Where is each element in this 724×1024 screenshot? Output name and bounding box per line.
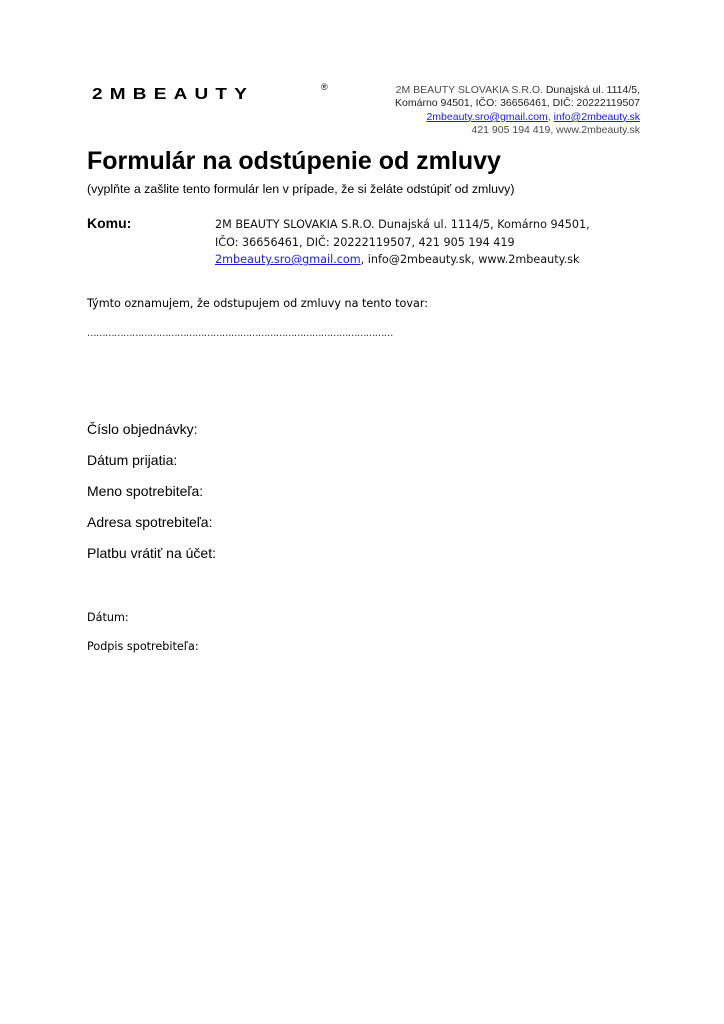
company-logo bbox=[92, 82, 328, 108]
header-line-1 bbox=[395, 84, 640, 97]
received-date-label: Dátum prijatia: bbox=[87, 452, 178, 468]
recipient-address bbox=[215, 216, 590, 269]
consumer-address-label: Adresa spotrebiteľa: bbox=[87, 514, 213, 530]
header-email-separator: , bbox=[547, 110, 554, 123]
recipient-email-link[interactable]: 2mbeauty.sro@gmail.com bbox=[215, 253, 361, 266]
consumer-name-label: Meno spotrebiteľa: bbox=[87, 483, 204, 499]
order-number-label: Číslo objednávky: bbox=[87, 421, 198, 437]
document-subtitle: (vyplňte a zašlite tento formulár len v prípade, že si želáte odstúpiť od zmluvy) bbox=[87, 182, 515, 196]
header-street: Dunajská ul. 1114/5, bbox=[545, 84, 640, 96]
header-line-4: 421 905 194 419, www.2mbeauty.sk bbox=[471, 124, 640, 137]
header-email-link-2[interactable]: info@2mbeauty.sk bbox=[553, 110, 640, 123]
logo-text: 2MBEAUTY bbox=[92, 86, 255, 104]
header-email-link-1[interactable]: 2mbeauty.sro@gmail.com bbox=[426, 110, 548, 123]
header-line-2: Komárno 94501, IČO: 36656461, DIČ: 20222119507 bbox=[395, 97, 640, 110]
registered-mark: ® bbox=[321, 82, 328, 92]
recipient-contacts: , info@2mbeauty.sk, www.2mbeauty.sk bbox=[360, 253, 580, 266]
company-header bbox=[395, 84, 640, 138]
date-label: Dátum: bbox=[87, 611, 129, 624]
recipient-line-3 bbox=[215, 251, 590, 269]
refund-account-label: Platbu vrátiť na účet: bbox=[87, 545, 216, 561]
withdrawal-statement: Týmto oznamujem, že odstupujem od zmluvy na tento tovar: bbox=[87, 297, 429, 310]
header-company-name: 2M BEAUTY SLOVAKIA S.R.O. bbox=[395, 84, 543, 96]
document-title: Formulár na odstúpenie od zmluvy bbox=[87, 147, 501, 175]
recipient-line-2: IČO: 36656461, DIČ: 20222119507, 421 905 194 419 bbox=[215, 235, 515, 249]
header-line-3 bbox=[395, 111, 640, 124]
goods-fill-line: ………………………………………………………………………………………… bbox=[87, 328, 393, 339]
recipient-label: Komu: bbox=[87, 215, 132, 231]
recipient-line-1: 2M BEAUTY SLOVAKIA S.R.O. Dunajská ul. 1114/5, Komárno 94501, bbox=[215, 218, 590, 231]
signature-label: Podpis spotrebiteľa: bbox=[87, 640, 199, 653]
